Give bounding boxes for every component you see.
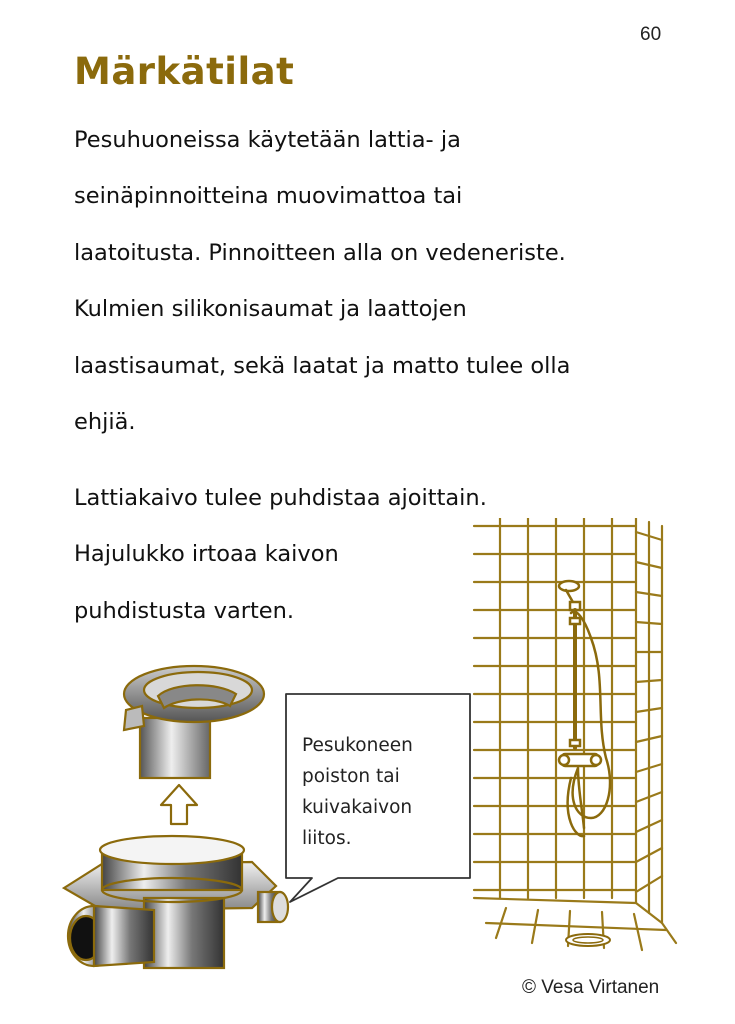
callout-line: liitos. — [302, 828, 352, 849]
callout-line: poiston tai — [302, 766, 400, 787]
callout-line: Pesukoneen — [302, 735, 413, 756]
paragraph-line: laatoitusta. Pinnoitteen alla on vedeneriste. — [74, 239, 566, 266]
callout-text — [302, 730, 413, 854]
odor-trap-icon — [118, 660, 270, 785]
paragraph-line: ehjiä. — [74, 409, 136, 436]
paragraph-line: Lattiakaivo tulee puhdistaa ajoittain. — [74, 485, 487, 511]
page-title: Märkätilat — [74, 50, 295, 93]
paragraph-line: Kulmien silikonisaumat ja laattojen — [74, 296, 467, 323]
callout-line: kuivakaivon — [302, 797, 413, 818]
paragraph-line: Pesuhuoneissa käytetään lattia- ja — [74, 127, 461, 153]
tiled-shower-icon — [466, 518, 686, 958]
paragraph-line: laastisaumat, sekä laatat ja matto tulee olla — [74, 352, 571, 379]
intro-paragraph — [74, 112, 714, 450]
paragraph-line: seinäpinnoitteina muovimattoa tai — [74, 183, 463, 210]
floor-drain-icon — [62, 828, 292, 980]
page-number: 60 — [640, 24, 662, 45]
copyright-notice: © Vesa Virtanen — [522, 977, 660, 998]
drain-paragraph — [74, 470, 494, 639]
arrow-up-icon — [158, 783, 200, 827]
paragraph-line: Hajulukko irtoaa kaivon — [74, 541, 339, 568]
paragraph-line: puhdistusta varten. — [74, 597, 295, 624]
